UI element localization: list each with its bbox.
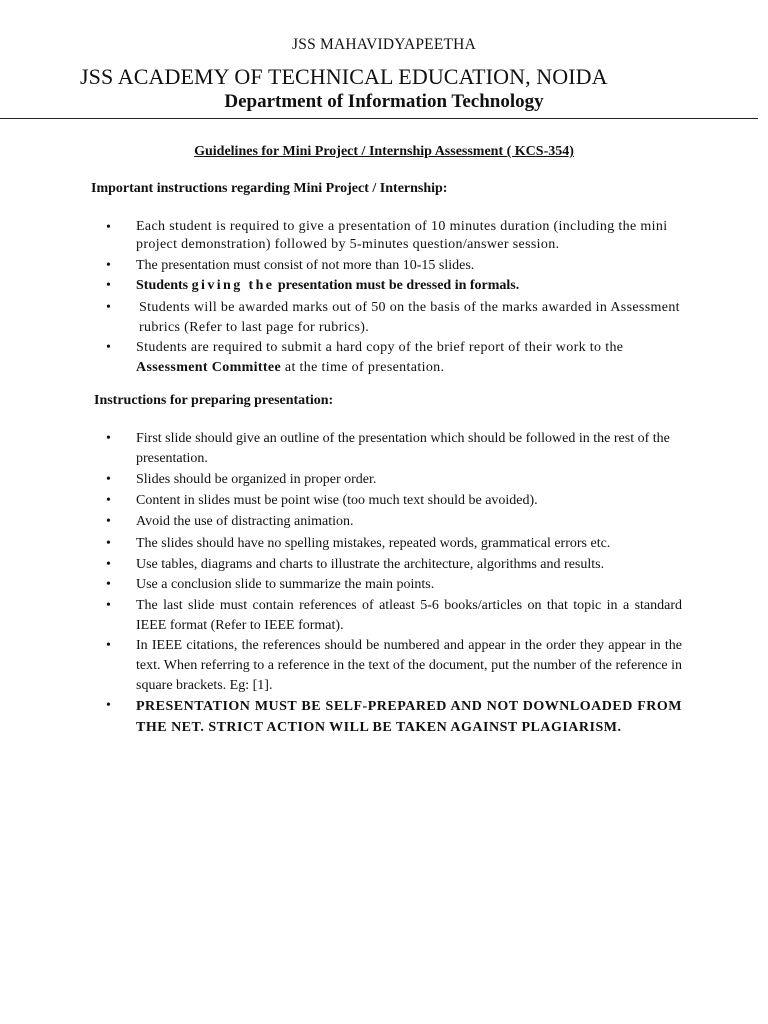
- submission-part3: at the time of presentation.: [284, 360, 445, 375]
- section-heading-mini-project: Important instructions regarding Mini Project / Internship:: [91, 181, 448, 196]
- list-item-text: Each student is required to give a presentation of 10 minutes duration (including the mini project demonstration) followed by 5-minutes question/answer session.: [136, 219, 668, 252]
- bullet-icon: •: [106, 598, 111, 613]
- list-item-text: Use tables, diagrams and charts to illustrate the architecture, algorithms and results.: [136, 557, 605, 572]
- bullet-icon: •: [106, 638, 111, 653]
- bullet-icon: •: [106, 493, 111, 508]
- bullet-icon: •: [106, 536, 111, 551]
- bullet-icon: •: [106, 340, 111, 355]
- list-item-text: First slide should give an outline of the presentation which should be followed in the rest of the presentation.: [136, 431, 670, 466]
- bullet-icon: •: [106, 220, 111, 235]
- submission-part1: Students are required to submit a hard copy of the brief report of their work to the: [136, 340, 624, 355]
- dress-code-part3: presentation must be dressed in formals.: [277, 278, 520, 293]
- plagiarism-warning: PRESENTATION MUST BE SELF-PREPARED AND NOT DOWNLOADED FROM THE NET. STRICT ACTION WILL BE TAKEN AGAINST PLAGIARISM.: [136, 699, 682, 735]
- section-heading-presentation: Instructions for preparing presentation:: [94, 393, 334, 408]
- header-divider: [0, 118, 758, 119]
- document-title: Guidelines for Mini Project / Internship Assessment ( KCS-354): [194, 144, 574, 159]
- list-item-text: [136, 338, 682, 378]
- list-item-text: In IEEE citations, the references should be numbered and appear in the order they appear in the text. When referring to a reference in the text of the document, put the number of the reference in square brackets. Eg: [1].: [136, 638, 682, 693]
- bullet-icon: •: [106, 514, 111, 529]
- dress-code-part2: giving the: [191, 278, 275, 293]
- bullet-icon: •: [106, 557, 111, 572]
- list-item-text: The presentation must consist of not more than 10-15 slides.: [136, 258, 475, 273]
- bullet-icon: •: [106, 472, 111, 487]
- list-item-text: Avoid the use of distracting animation.: [136, 514, 354, 529]
- list-item-text: [136, 276, 682, 296]
- list-item-text: The last slide must contain references of atleast 5-6 books/articles on that topic in a standard IEEE format (Refer to IEEE format).: [136, 598, 682, 633]
- organization-name: JSS MAHAVIDYAPEETHA: [292, 36, 476, 53]
- list-item-text: The slides should have no spelling mistakes, repeated words, grammatical errors etc.: [136, 536, 611, 551]
- assessment-committee-label: Assessment Committee: [136, 360, 282, 375]
- bullet-icon: •: [106, 698, 111, 713]
- dress-code-part1: Students: [136, 278, 189, 293]
- bullet-icon: •: [106, 431, 111, 446]
- bullet-icon: •: [106, 300, 111, 315]
- list-item-text: Use a conclusion slide to summarize the main points.: [136, 577, 435, 592]
- bullet-icon: •: [106, 258, 111, 273]
- department-name: Department of Information Technology: [224, 91, 544, 112]
- list-item-text: Content in slides must be point wise (too much text should be avoided).: [136, 493, 538, 508]
- bullet-icon: •: [106, 577, 111, 592]
- list-item-text: Slides should be organized in proper order.: [136, 472, 377, 487]
- list-item-text: Students will be awarded marks out of 50 on the basis of the marks awarded in Assessment rubrics (Refer to last page for rubrics).: [139, 300, 680, 335]
- institute-name: JSS ACADEMY OF TECHNICAL EDUCATION, NOIDA: [80, 64, 608, 89]
- bullet-icon: •: [106, 278, 111, 293]
